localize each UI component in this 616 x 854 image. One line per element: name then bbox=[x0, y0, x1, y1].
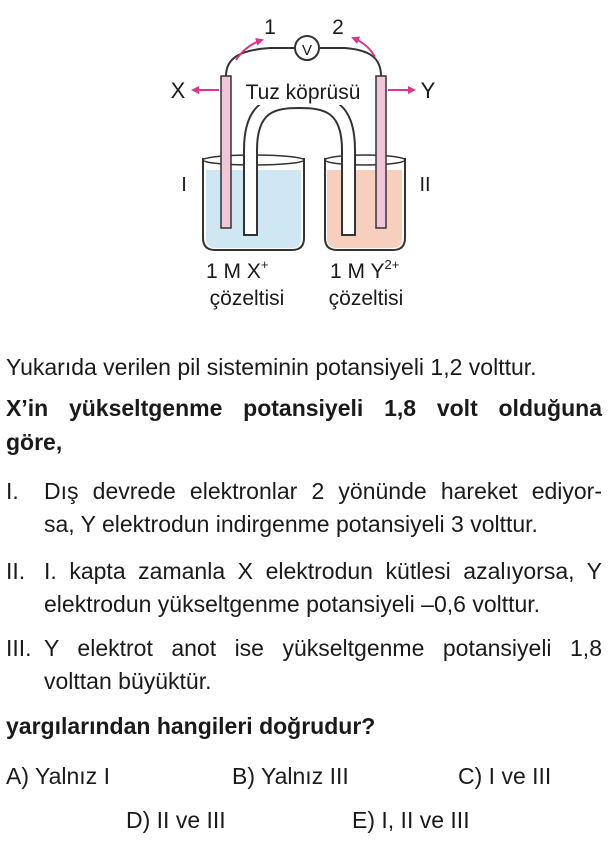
statement-number: III. bbox=[6, 635, 32, 661]
option-a[interactable]: A) Yalnız I bbox=[6, 763, 110, 789]
galvanic-cell-diagram bbox=[0, 0, 616, 330]
statement-number: I. bbox=[6, 478, 19, 504]
question-prompt: yargılarından hangileri doğrudur? bbox=[6, 713, 376, 739]
statement-line: Y elektrot anot ise yükseltgenme potansiyeli 1,8 bbox=[44, 635, 602, 661]
question-premise-line2: göre, bbox=[6, 429, 63, 455]
electrode-x-label: X bbox=[170, 78, 186, 103]
option-d[interactable]: D) II ve III bbox=[126, 807, 226, 833]
statement-line: I. kapta zamanla X elektrodun kütlesi azalıyorsa, Y bbox=[44, 558, 602, 584]
voltmeter-label: V bbox=[301, 42, 313, 59]
direction-2-label: 2 bbox=[332, 16, 344, 39]
direction-2-arrow bbox=[353, 38, 375, 57]
option-c[interactable]: C) I ve III bbox=[458, 763, 552, 789]
cell-ii-label: II bbox=[419, 174, 431, 196]
question-intro: Yukarıda verilen pil sisteminin potansiyeli 1,2 volttur. bbox=[6, 354, 537, 380]
cell-i-label: I bbox=[181, 174, 187, 196]
right-solution-label: 1 M $Y^{2+}$ bbox=[330, 257, 400, 283]
option-b[interactable]: B) Yalnız III bbox=[232, 763, 349, 789]
statement-number: II. bbox=[6, 558, 26, 584]
electrode-x bbox=[221, 76, 231, 228]
statement-line: volttan büyüktür. bbox=[44, 668, 212, 694]
statement-line: elektrodun yükseltgenme potansiyeli –0,6 volttur. bbox=[44, 591, 541, 617]
left-solution-label: 1 M X+ bbox=[206, 257, 269, 283]
option-e[interactable]: E) I, II ve III bbox=[352, 807, 470, 833]
statement-line: sa, Y elektrodun indirgenme potansiyeli 3 volttur. bbox=[44, 511, 538, 537]
electrode-y-label: Y bbox=[420, 78, 436, 103]
right-beaker-rim bbox=[325, 155, 405, 165]
electrode-y bbox=[376, 76, 386, 228]
right-solution bbox=[327, 170, 402, 248]
right-solution-word: çözeltisi bbox=[328, 287, 404, 310]
direction-1-label: 1 bbox=[264, 16, 276, 39]
question-premise-line1: X’in yükseltgenme potansiyeli 1,8 volt olduğuna bbox=[6, 395, 602, 421]
statement-line: Dış devrede elektronlar 2 yönünde hareket ediyor- bbox=[44, 478, 602, 504]
salt-bridge-label: Tuz köprüsü bbox=[245, 81, 361, 104]
left-solution-word: çözeltisi bbox=[209, 287, 285, 310]
